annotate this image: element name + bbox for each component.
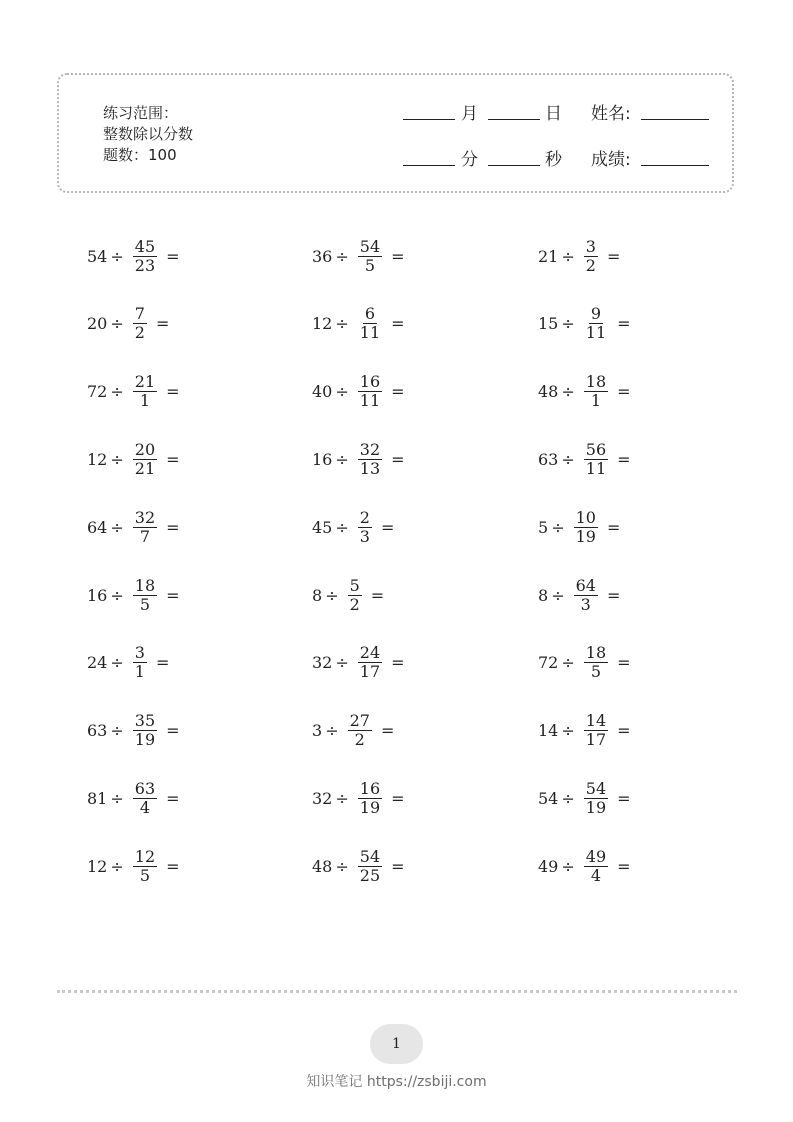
denominator: 2	[349, 594, 360, 614]
numerator: 49	[585, 846, 607, 866]
day-label: 日	[545, 104, 562, 124]
numerator: 2	[359, 507, 370, 527]
fraction	[133, 509, 157, 546]
count-label: 题数：100	[103, 146, 177, 164]
fraction	[358, 509, 372, 546]
problem-item	[538, 571, 623, 619]
fraction	[133, 238, 157, 275]
whole-number: 49	[538, 856, 559, 876]
equals-sign: =	[391, 382, 405, 402]
whole-number: 72	[538, 653, 559, 673]
problem-item	[538, 774, 634, 822]
equals-sign: =	[391, 314, 405, 334]
denominator: 11	[585, 458, 607, 478]
footer-divider	[57, 990, 737, 993]
numerator: 54	[585, 778, 607, 798]
denominator: 1	[590, 391, 602, 411]
divide-sign: ÷	[110, 721, 124, 741]
range-label: 练习范围：	[103, 104, 179, 122]
divide-sign: ÷	[110, 382, 124, 402]
numerator: 21	[134, 372, 156, 392]
divide-sign: ÷	[110, 653, 124, 673]
fraction	[584, 441, 608, 478]
fraction	[133, 644, 147, 681]
fraction	[584, 373, 608, 410]
problem-item	[87, 300, 172, 348]
fraction	[584, 644, 608, 681]
range-value: 整数除以分数	[103, 125, 194, 143]
equals-sign: =	[617, 314, 631, 334]
divide-sign: ÷	[335, 517, 349, 537]
denominator: 7	[139, 526, 151, 546]
equals-sign: =	[391, 788, 405, 808]
problem-item	[538, 300, 634, 348]
divide-sign: ÷	[551, 517, 565, 537]
equals-sign: =	[166, 246, 180, 266]
numerator: 32	[134, 507, 156, 527]
divide-sign: ÷	[110, 246, 124, 266]
equals-sign: =	[606, 585, 621, 605]
divide-sign: ÷	[335, 449, 349, 469]
problem-item	[87, 368, 183, 416]
fraction	[348, 712, 372, 749]
denominator: 19	[585, 797, 607, 817]
denominator: 3	[359, 526, 370, 546]
divide-sign: ÷	[335, 653, 349, 673]
numerator: 6	[364, 304, 376, 324]
divide-sign: ÷	[561, 314, 575, 334]
fraction	[358, 373, 382, 410]
numerator: 16	[359, 372, 381, 392]
whole-number: 24	[87, 653, 108, 673]
denominator: 5	[139, 594, 151, 614]
whole-number: 32	[312, 653, 333, 673]
problem-item	[87, 842, 183, 890]
numerator: 20	[134, 439, 156, 459]
equals-sign: =	[166, 382, 180, 402]
problem-item	[538, 368, 634, 416]
problem-item	[87, 503, 183, 551]
numerator: 9	[590, 304, 602, 324]
divide-sign: ÷	[110, 449, 124, 469]
problem-item	[538, 639, 634, 687]
denominator: 4	[590, 865, 602, 885]
equals-sign: =	[391, 653, 405, 673]
fraction	[584, 848, 608, 885]
footer-text: 知识笔记 https://zsbiji.com	[306, 1074, 487, 1090]
month-blank[interactable]	[403, 119, 455, 120]
equals-sign: =	[155, 314, 170, 334]
equals-sign: =	[166, 856, 180, 876]
whole-number: 8	[312, 585, 323, 605]
problem-item	[312, 232, 408, 280]
problem-item	[538, 503, 623, 551]
divide-sign: ÷	[561, 788, 575, 808]
divide-sign: ÷	[335, 788, 349, 808]
worksheet-info	[103, 103, 193, 166]
problem-item	[312, 707, 397, 755]
divide-sign: ÷	[561, 653, 575, 673]
whole-number: 45	[312, 517, 333, 537]
whole-number: 36	[312, 246, 333, 266]
equals-sign: =	[617, 653, 631, 673]
numerator: 32	[359, 439, 381, 459]
denominator: 25	[359, 865, 381, 885]
divide-sign: ÷	[561, 721, 575, 741]
denominator: 17	[359, 662, 381, 682]
page-number-badge	[370, 1024, 423, 1064]
whole-number: 21	[538, 246, 559, 266]
score-label: 成绩:	[591, 150, 631, 170]
divide-sign: ÷	[110, 517, 124, 537]
whole-number: 63	[87, 721, 108, 741]
equals-sign: =	[166, 585, 180, 605]
whole-number: 54	[87, 246, 108, 266]
fraction	[133, 712, 157, 749]
whole-number: 48	[312, 856, 333, 876]
equals-sign: =	[606, 517, 621, 537]
denominator: 19	[359, 797, 381, 817]
problem-item	[87, 571, 183, 619]
divide-sign: ÷	[110, 856, 124, 876]
score-blank[interactable]	[641, 165, 709, 166]
denominator: 1	[134, 662, 145, 682]
divide-sign: ÷	[335, 382, 349, 402]
numerator: 63	[134, 778, 156, 798]
divide-sign: ÷	[110, 585, 124, 605]
numerator: 3	[134, 643, 145, 663]
numerator: 35	[134, 711, 156, 731]
equals-sign: =	[617, 449, 631, 469]
denominator: 5	[139, 865, 151, 885]
numerator: 27	[349, 711, 370, 731]
fraction	[584, 238, 598, 275]
numerator: 12	[134, 846, 156, 866]
problem-item	[312, 435, 408, 483]
page-number: 1	[392, 1036, 401, 1052]
denominator: 19	[575, 526, 596, 546]
name-label: 姓名:	[591, 104, 631, 124]
whole-number: 12	[87, 856, 108, 876]
fraction	[358, 238, 382, 275]
numerator: 3	[585, 236, 596, 256]
divide-sign: ÷	[561, 449, 575, 469]
whole-number: 16	[312, 449, 333, 469]
divide-sign: ÷	[335, 856, 349, 876]
equals-sign: =	[370, 585, 385, 605]
denominator: 11	[359, 391, 381, 411]
denominator: 5	[590, 662, 602, 682]
problem-item	[87, 232, 183, 280]
numerator: 5	[349, 575, 360, 595]
whole-number: 8	[538, 585, 549, 605]
numerator: 45	[134, 236, 156, 256]
fraction	[133, 780, 157, 817]
numerator: 18	[585, 372, 607, 392]
equals-sign: =	[166, 517, 180, 537]
fraction	[358, 305, 382, 342]
problem-item	[538, 842, 634, 890]
equals-sign: =	[166, 788, 180, 808]
divide-sign: ÷	[561, 246, 575, 266]
whole-number: 54	[538, 788, 559, 808]
divide-sign: ÷	[335, 246, 349, 266]
denominator: 17	[585, 730, 607, 750]
fraction	[584, 712, 608, 749]
problem-item	[538, 435, 634, 483]
denominator: 2	[354, 730, 365, 750]
fraction	[584, 780, 608, 817]
numerator: 24	[359, 643, 381, 663]
whole-number: 20	[87, 314, 108, 334]
whole-number: 48	[538, 382, 559, 402]
problem-item	[87, 639, 172, 687]
problem-item	[312, 503, 397, 551]
denominator: 2	[585, 255, 596, 275]
divide-sign: ÷	[110, 788, 124, 808]
equals-sign: =	[380, 517, 395, 537]
whole-number: 15	[538, 314, 559, 334]
student-fields	[403, 96, 713, 188]
problem-item	[87, 707, 183, 755]
whole-number: 72	[87, 382, 108, 402]
equals-sign: =	[606, 246, 621, 266]
time-row	[403, 142, 713, 188]
fraction	[358, 848, 382, 885]
fraction	[584, 305, 608, 342]
name-blank[interactable]	[641, 119, 709, 120]
equals-sign: =	[617, 856, 631, 876]
divide-sign: ÷	[325, 721, 339, 741]
whole-number: 81	[87, 788, 108, 808]
problem-item	[312, 571, 387, 619]
day-blank[interactable]	[488, 119, 540, 120]
fraction	[574, 577, 598, 614]
denominator: 11	[585, 323, 607, 343]
equals-sign: =	[617, 721, 631, 741]
numerator: 54	[359, 846, 381, 866]
fraction	[133, 373, 157, 410]
equals-sign: =	[391, 246, 405, 266]
problem-item	[312, 639, 408, 687]
month-label: 月	[461, 104, 478, 124]
denominator: 19	[134, 730, 156, 750]
problem-item	[538, 232, 623, 280]
denominator: 4	[139, 797, 151, 817]
fraction	[348, 577, 362, 614]
denominator: 21	[134, 458, 156, 478]
whole-number: 64	[87, 517, 108, 537]
second-label: 秒	[545, 150, 562, 170]
numerator: 14	[585, 711, 607, 731]
whole-number: 3	[312, 721, 323, 741]
denominator: 13	[359, 458, 381, 478]
numerator: 64	[575, 575, 596, 595]
denominator: 3	[580, 594, 591, 614]
fraction	[133, 577, 157, 614]
problem-item	[87, 435, 183, 483]
numerator: 18	[134, 575, 156, 595]
equals-sign: =	[155, 653, 170, 673]
whole-number: 40	[312, 382, 333, 402]
whole-number: 14	[538, 721, 559, 741]
fraction	[358, 644, 382, 681]
whole-number: 32	[312, 788, 333, 808]
equals-sign: =	[391, 449, 405, 469]
denominator: 23	[134, 255, 156, 275]
divide-sign: ÷	[325, 585, 339, 605]
fraction	[133, 305, 147, 342]
problem-item	[312, 842, 408, 890]
minute-blank[interactable]	[403, 165, 455, 166]
whole-number: 5	[538, 517, 549, 537]
numerator: 16	[359, 778, 381, 798]
second-blank[interactable]	[488, 165, 540, 166]
equals-sign: =	[391, 856, 405, 876]
numerator: 10	[575, 507, 596, 527]
numerator: 7	[134, 304, 145, 324]
whole-number: 12	[312, 314, 333, 334]
fraction	[133, 441, 157, 478]
whole-number: 12	[87, 449, 108, 469]
equals-sign: =	[617, 788, 631, 808]
divide-sign: ÷	[335, 314, 349, 334]
problem-item	[538, 707, 634, 755]
denominator: 1	[139, 391, 151, 411]
denominator: 11	[359, 323, 381, 343]
problem-item	[312, 368, 408, 416]
equals-sign: =	[166, 721, 180, 741]
equals-sign: =	[380, 721, 395, 741]
denominator: 5	[364, 255, 376, 275]
problem-item	[87, 774, 183, 822]
divide-sign: ÷	[110, 314, 124, 334]
divide-sign: ÷	[551, 585, 565, 605]
minute-label: 分	[461, 150, 478, 170]
fraction	[358, 780, 382, 817]
whole-number: 63	[538, 449, 559, 469]
divide-sign: ÷	[561, 382, 575, 402]
equals-sign: =	[166, 449, 180, 469]
whole-number: 16	[87, 585, 108, 605]
fraction	[358, 441, 382, 478]
divide-sign: ÷	[561, 856, 575, 876]
numerator: 54	[359, 236, 381, 256]
problem-item	[312, 300, 408, 348]
numerator: 56	[585, 439, 607, 459]
problem-item	[312, 774, 408, 822]
fraction	[574, 509, 598, 546]
numerator: 18	[585, 643, 607, 663]
denominator: 2	[134, 323, 145, 343]
date-row	[403, 96, 713, 142]
fraction	[133, 848, 157, 885]
equals-sign: =	[617, 382, 631, 402]
